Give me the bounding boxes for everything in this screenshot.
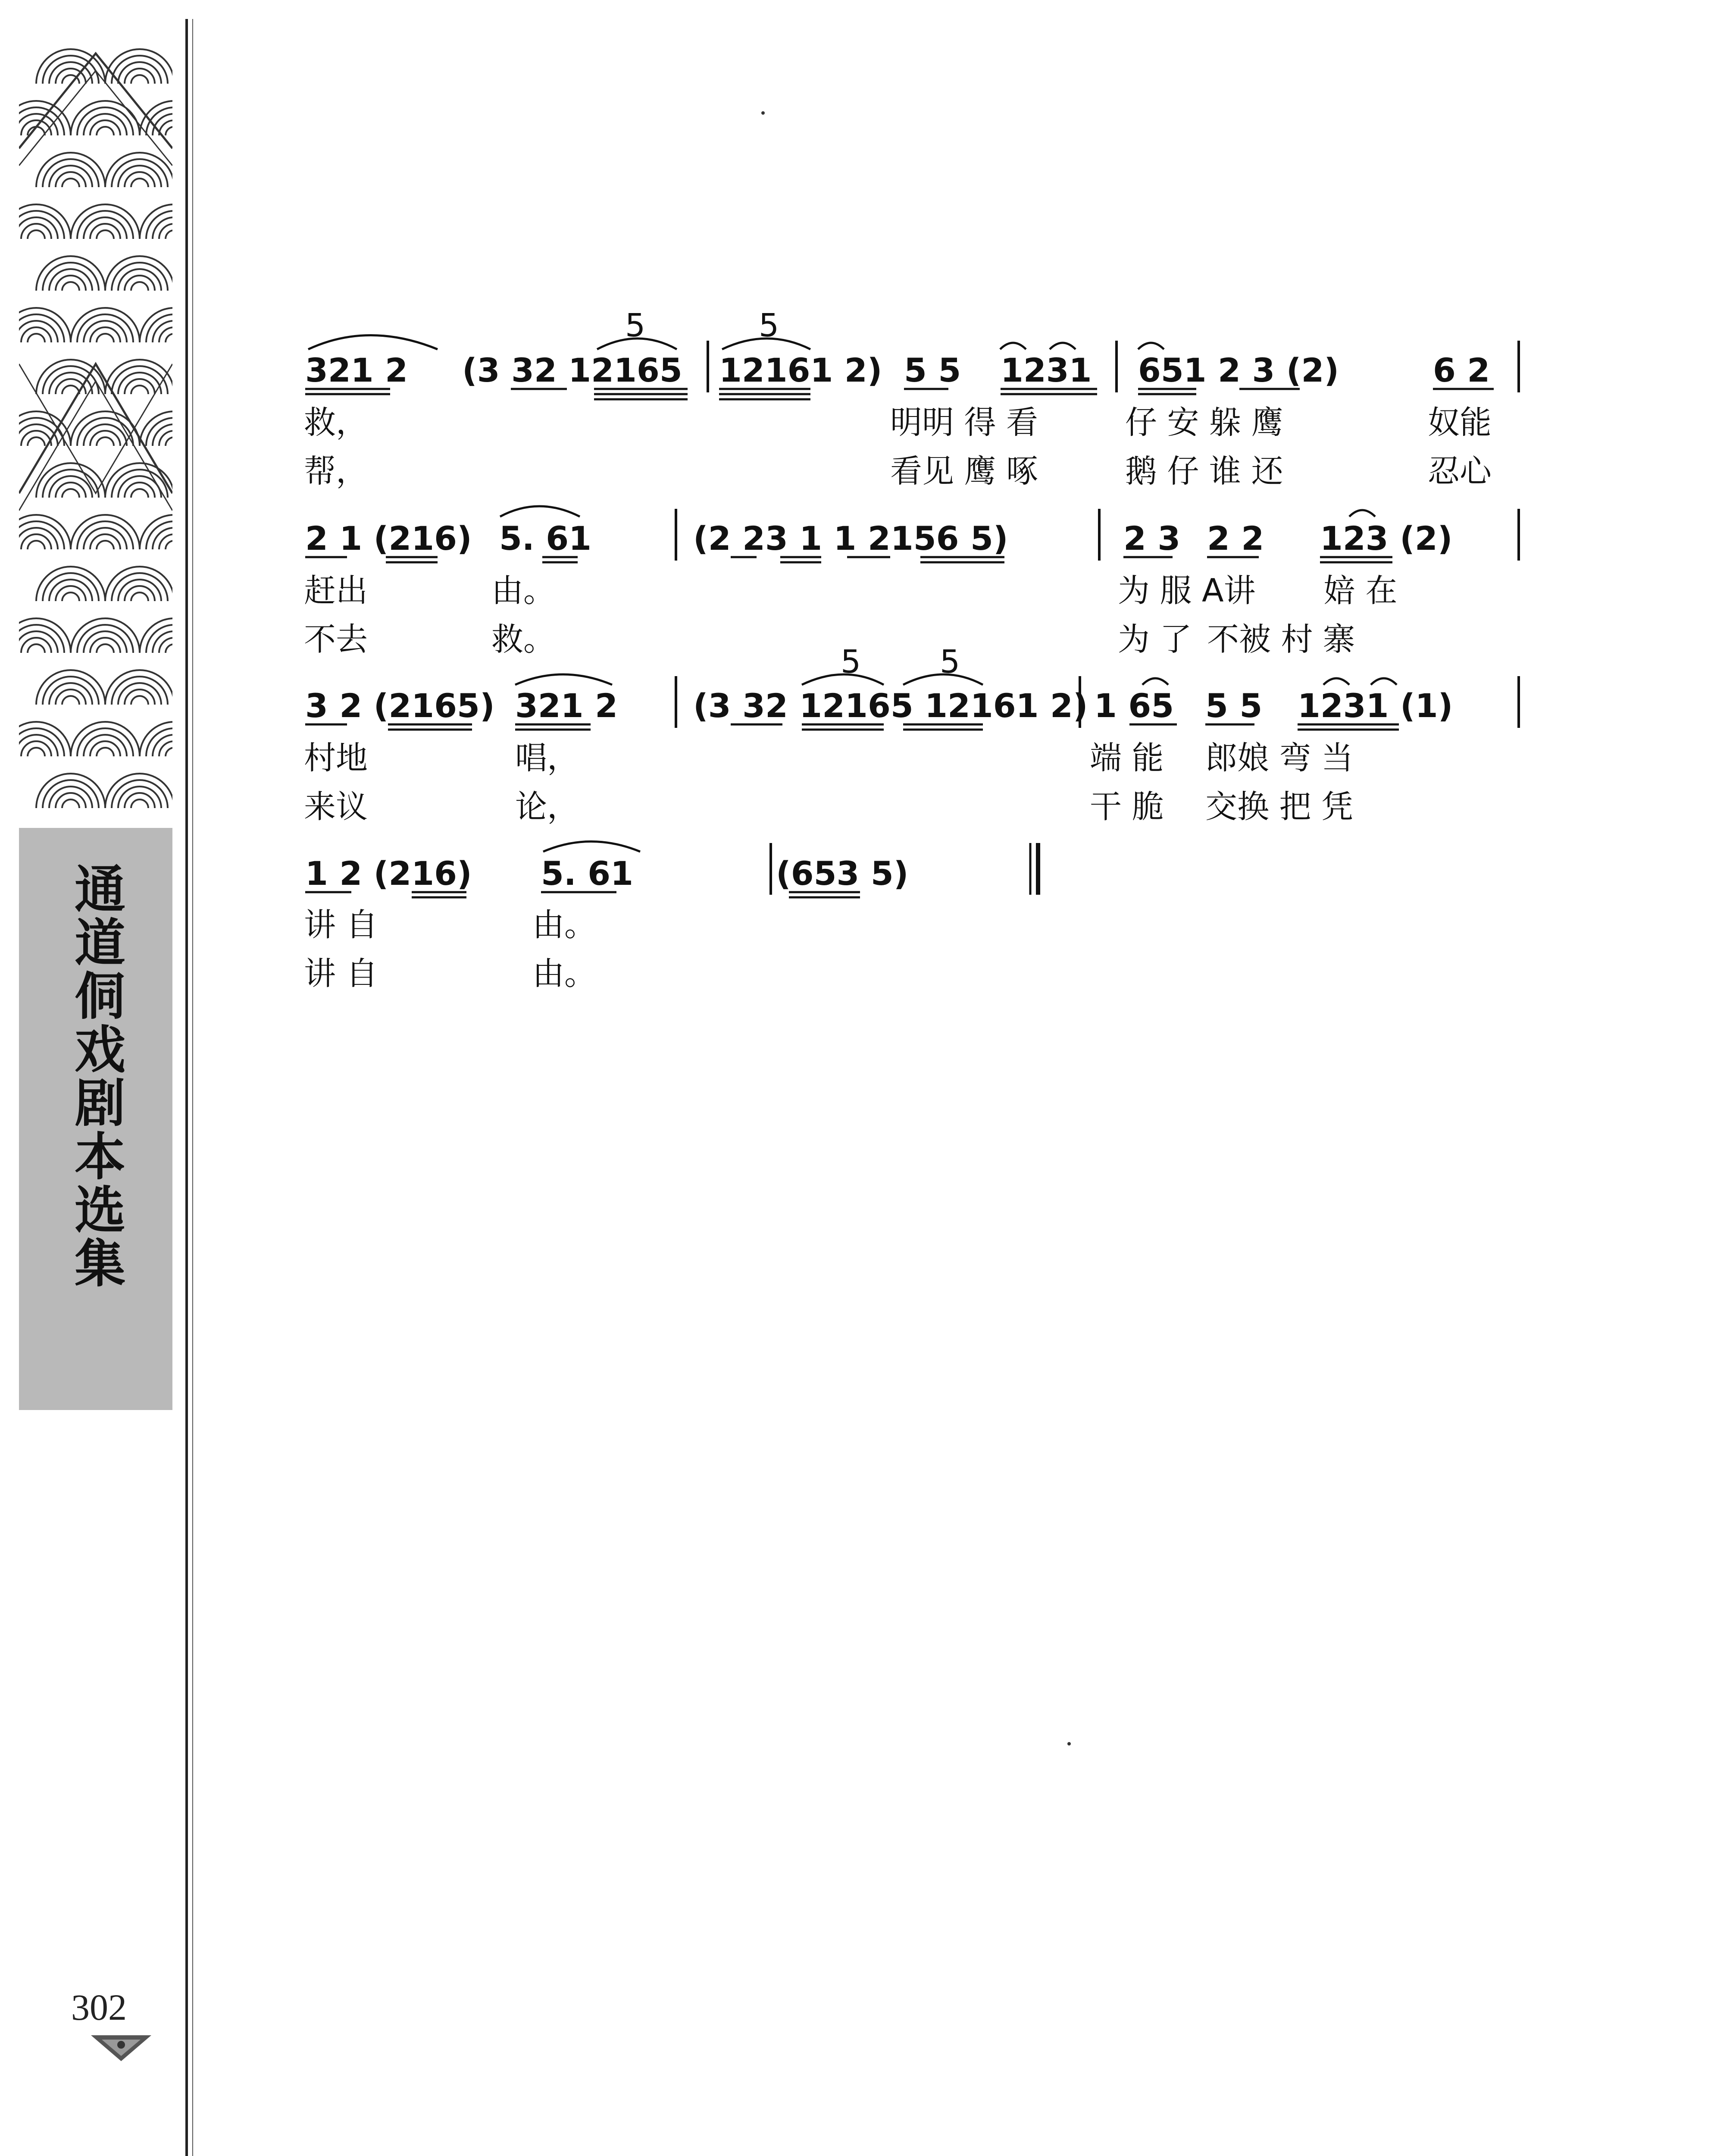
tuplet-mark: 5 xyxy=(625,307,646,344)
lyric-verse2: 讲 自 xyxy=(304,955,378,992)
notation-group: 1231 xyxy=(1001,351,1092,389)
lyric-verse1: 讲 自 xyxy=(304,906,378,943)
lyric-verse2: 干 脆 xyxy=(1090,788,1164,825)
lyric-verse2: 交换 把 凭 xyxy=(1205,788,1354,825)
slur xyxy=(1000,343,1026,349)
lyric-verse1: 婄 在 xyxy=(1323,572,1398,609)
lyric-verse2: 由。 xyxy=(532,955,596,992)
slur xyxy=(1050,343,1076,349)
margin-rule-thick xyxy=(185,19,188,2156)
slur xyxy=(308,335,438,350)
lyric-verse2: 不去 xyxy=(304,621,368,658)
slur xyxy=(1349,510,1375,517)
lyric-verse1: 奴能 xyxy=(1428,404,1492,441)
notation-group: (3 32 12165 12161 2) xyxy=(693,686,1088,725)
notation-group: 12161 2) xyxy=(719,351,882,389)
lyric-verse2: 救。 xyxy=(491,621,555,658)
lyric-verse1: 由。 xyxy=(532,906,596,943)
lyric-verse2: 不被 村 寨 xyxy=(1207,621,1355,658)
slur xyxy=(1371,678,1397,685)
notation-group: 6 2 xyxy=(1433,351,1490,389)
notation-group: (3 32 12165 xyxy=(462,351,682,389)
lyric-verse1: 村地 xyxy=(304,740,368,777)
margin-rule-thin xyxy=(192,19,193,2156)
notation-group: 5 5 xyxy=(1205,686,1263,725)
book-title-band xyxy=(19,828,172,1410)
lyric-verse1: 赶出 xyxy=(304,572,368,609)
notation-group: (2 23 1 1 2156 5) xyxy=(693,519,1008,558)
lyric-verse2: 忍心 xyxy=(1428,453,1492,490)
jianpu-score xyxy=(297,0,1530,1725)
lyric-verse1: 唱， xyxy=(515,740,579,777)
lyric-verse1: 由。 xyxy=(491,572,555,609)
page-number: 302 xyxy=(71,1987,127,2028)
slur xyxy=(515,674,612,685)
score-system-1 xyxy=(304,307,1519,490)
score-system-2 xyxy=(304,506,1519,658)
notation-group: 5. 61 xyxy=(499,519,591,558)
speck xyxy=(1067,1742,1071,1745)
lyric-verse1: 端 能 xyxy=(1090,740,1164,777)
tuplet-mark: 5 xyxy=(940,643,960,680)
lyric-verse2: 论， xyxy=(515,788,579,825)
tuplet-mark: 5 xyxy=(841,643,861,680)
lyric-verse2: 帮， xyxy=(304,453,368,490)
notation-group: 1 2 (216) xyxy=(305,854,472,893)
lyric-verse1: 郎娘 弯 当 xyxy=(1205,740,1354,777)
lyric-verse1: 仔 安 躲 鹰 xyxy=(1125,404,1283,441)
notation-group: 321 2 xyxy=(515,686,618,725)
slur xyxy=(543,842,640,852)
lyric-verse2: 来议 xyxy=(304,788,368,825)
score-system-3 xyxy=(304,643,1519,825)
notation-group: 651 2 3 (2) xyxy=(1138,351,1339,389)
book-title: 通道侗戏剧本选集 xyxy=(66,862,126,1290)
notation-group: 5 5 xyxy=(904,351,961,389)
notation-group: 2 1 (216) xyxy=(305,519,472,558)
lyric-verse1: 明明 得 看 xyxy=(890,404,1038,441)
slur xyxy=(1323,678,1349,685)
lyric-verse2: 鹅 仔 谁 还 xyxy=(1125,453,1283,490)
notation-group: 1231 (1) xyxy=(1298,686,1453,725)
page-ornament-icon xyxy=(89,2031,153,2065)
slur xyxy=(500,506,580,517)
notation-group: 123 (2) xyxy=(1320,519,1453,558)
cloud-pattern-border xyxy=(19,19,172,821)
notation-group: 5. 61 xyxy=(541,854,633,893)
lyric-verse1: 救， xyxy=(304,404,368,441)
slur xyxy=(1138,343,1164,349)
lyric-verse2: 为 了 xyxy=(1118,621,1192,658)
notation-group: 2 2 xyxy=(1207,519,1264,558)
notation-group: 321 2 xyxy=(305,351,408,389)
tuplet-mark: 5 xyxy=(759,307,779,344)
lyric-verse2: 看见 鹰 啄 xyxy=(890,453,1038,490)
score-system-4 xyxy=(304,842,1038,993)
lyric-verse1: 为 服 A讲 xyxy=(1118,572,1256,609)
notation-group: (653 5) xyxy=(776,854,909,893)
notation-group: 1 65 xyxy=(1094,686,1174,725)
notation-group: 3 2 (2165) xyxy=(305,686,495,725)
notation-group: 2 3 xyxy=(1123,519,1181,558)
slur xyxy=(1142,678,1168,685)
